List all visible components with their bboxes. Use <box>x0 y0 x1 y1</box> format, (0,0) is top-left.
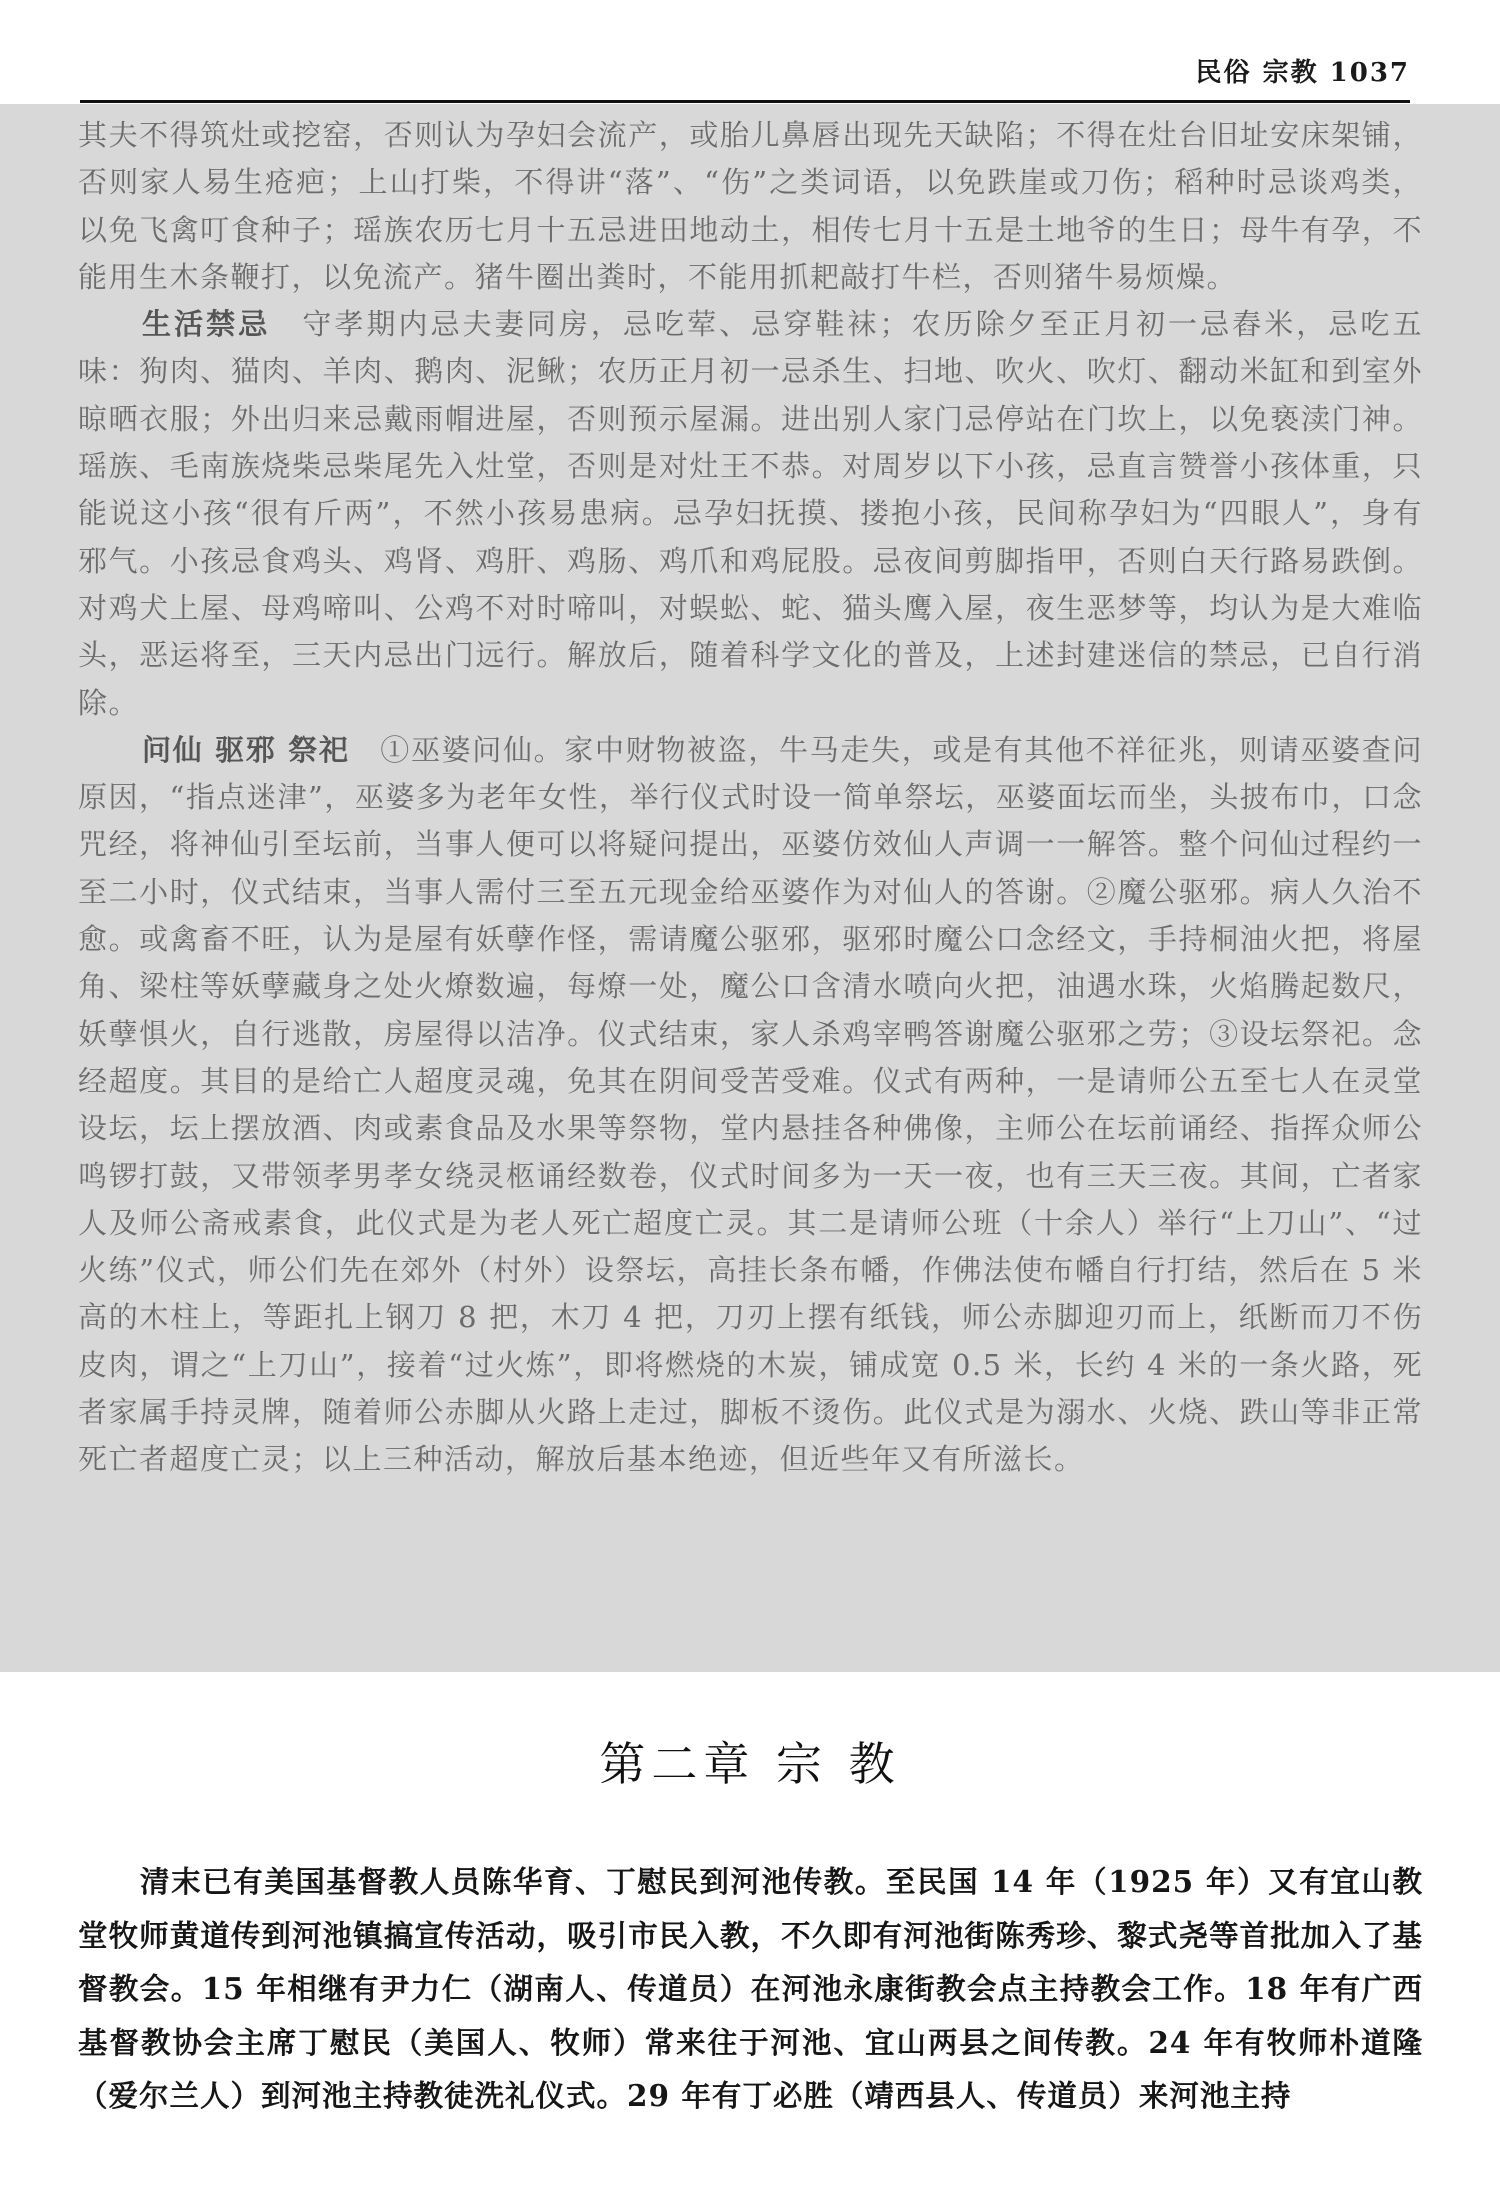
paragraph-taboo-continued: 其夫不得筑灶或挖窑，否则认为孕妇会流产，或胎儿鼻唇出现先天缺陷；不得在灶台旧址安床架铺，否则家人易生疮疤；上山打柴，不得讲“落”、“伤”之类词语，以免跌崖或刀伤；稻种时忌谈鸡类，以免飞禽叮食种子；瑶族农历七月十五忌进田地动土，相传七月十五是土地爷的生日；母牛有孕，不能用生木条鞭打，以免流产。猪牛圈出粪时，不能用抓耙敲打牛栏，否则猪牛易烦燥。 <box>78 118 1423 294</box>
section-label-life-taboos: 生活禁忌 <box>142 307 271 342</box>
paragraph-christianity-intro: 清末已有美国基督教人员陈华育、丁慰民到河池传教。至民国 14 年（1925 年）又有宜山教堂牧师黄道传到河池镇搞宣传活动，吸引市民入教，不久即有河池街陈秀珍、黎式尧等首批加入了基督教会。15 年相继有尹力仁（湖南人、传道员）在河池永康街教会点主持教会工作。18 年有广西基督教协会主席丁慰民（美国人、牧师）常来往于河池、宜山两县之间传教。24 年有牧师朴道隆（爱尔兰人）到河池主持教徒洗礼仪式。29 年有丁必胜（靖西县人、传道员）来河池主持 <box>78 1864 1423 2113</box>
rituals-text: ①巫婆问仙。家中财物被盗，牛马走失，或是有其他不祥征兆，则请巫婆查问原因，“指点迷津”，巫婆多为老年女性，举行仪式时设一简单祭坛，巫婆面坛而坐，头披布巾，口念咒经，将神仙引至坛前，当事人便可以将疑问提出，巫婆仿效仙人声调一一解答。整个问仙过程约一至二小时，仪式结束，当事人需付三至五元现金给巫婆作为对仙人的答谢。②魔公驱邪。病人久治不愈。或禽畜不旺，认为是屋有妖孽作怪，需请魔公驱邪，驱邪时魔公口念经文，手持桐油火把，将屋角、梁柱等妖孽藏身之处火燎数遍，每燎一处，魔公口含清水喷向火把，油遇水珠，火焰腾起数尺，妖孽惧火，自行逃散，房屋得以洁净。仪式结束，家人杀鸡宰鸭答谢魔公驱邪之劳；③设坛祭祀。念经超度。其目的是给亡人超度灵魂，免其在阴间受苦受难。仪式有两种，一是请师公五至七人在灵堂设坛，坛上摆放酒、肉或素食品及水果等祭物，堂内悬挂各种佛像，主师公在坛前诵经、指挥众师公鸣锣打鼓，又带领孝男孝女绕灵柩诵经数卷，仪式时间多为一天一夜，也有三天三夜。其间，亡者家人及师公斋戒素食，此仪式是为老人死亡超度亡灵。其二是请师公班（十余人）举行“上刀山”、“过火练”仪式，师公们先在郊外（村外）设祭坛，高挂长条布幡，作佛法使布幡自行打结，然后在 5 米高的木柱上，等距扎上钢刀 8 把，木刀 4 把，刀刃上摆有纸钱，师公赤脚迎刃而上，纸断而刀不伤皮肉，谓之“上刀山”，接着“过火炼”，即将燃烧的木炭，铺成宽 0.5 米，长约 4 米的一条火路，死者家属手持灵牌，随着师公赤脚从火路上走过，脚板不烫伤。此仪式是为溺水、火烧、跌山等非正常死亡者超度亡灵；以上三种活动，解放后基本绝迹，但近些年又有所滋长。 <box>78 732 1423 1477</box>
paragraph-rituals <box>78 727 1423 1484</box>
paragraph-life-taboos <box>78 301 1423 727</box>
life-taboos-text: 守孝期内忌夫妻同房，忌吃荤、忌穿鞋袜；农历除夕至正月初一忌舂米，忌吃五味：狗肉、猫肉、羊肉、鹅肉、泥鳅；农历正月初一忌杀生、扫地、吹火、吹灯、翻动米缸和到室外晾晒衣服；外出归来忌戴雨帽进屋，否则预示屋漏。进出别人家门忌停站在门坎上，以免亵渎门神。瑶族、毛南族烧柴忌柴尾先入灶堂，否则是对灶王不恭。对周岁以下小孩，忌直言赞誉小孩体重，只能说这小孩“很有斤两”，不然小孩易患病。忌孕妇抚摸、搂抱小孩，民间称孕妇为“四眼人”，身有邪气。小孩忌食鸡头、鸡肾、鸡肝、鸡肠、鸡爪和鸡屁股。忌夜间剪脚指甲，否则白天行路易跌倒。对鸡犬上屋、母鸡啼叫、公鸡不对时啼叫，对蜈蚣、蛇、猫头鹰入屋，夜生恶梦等，均认为是大难临头，恶运将至，三天内忌出门远行。解放后，随着科学文化的普及，上述封建迷信的禁忌，已自行消除。 <box>78 307 1423 720</box>
chapter-body <box>78 1855 1423 2123</box>
section-label-rituals: 问仙 驱邪 祭祀 <box>142 732 350 767</box>
chapter-title: 第二章 宗 教 <box>599 1737 901 1791</box>
running-header <box>80 50 1410 103</box>
shaded-section-text <box>78 112 1423 1484</box>
running-title: 民俗 宗教 1037 <box>1195 58 1410 88</box>
